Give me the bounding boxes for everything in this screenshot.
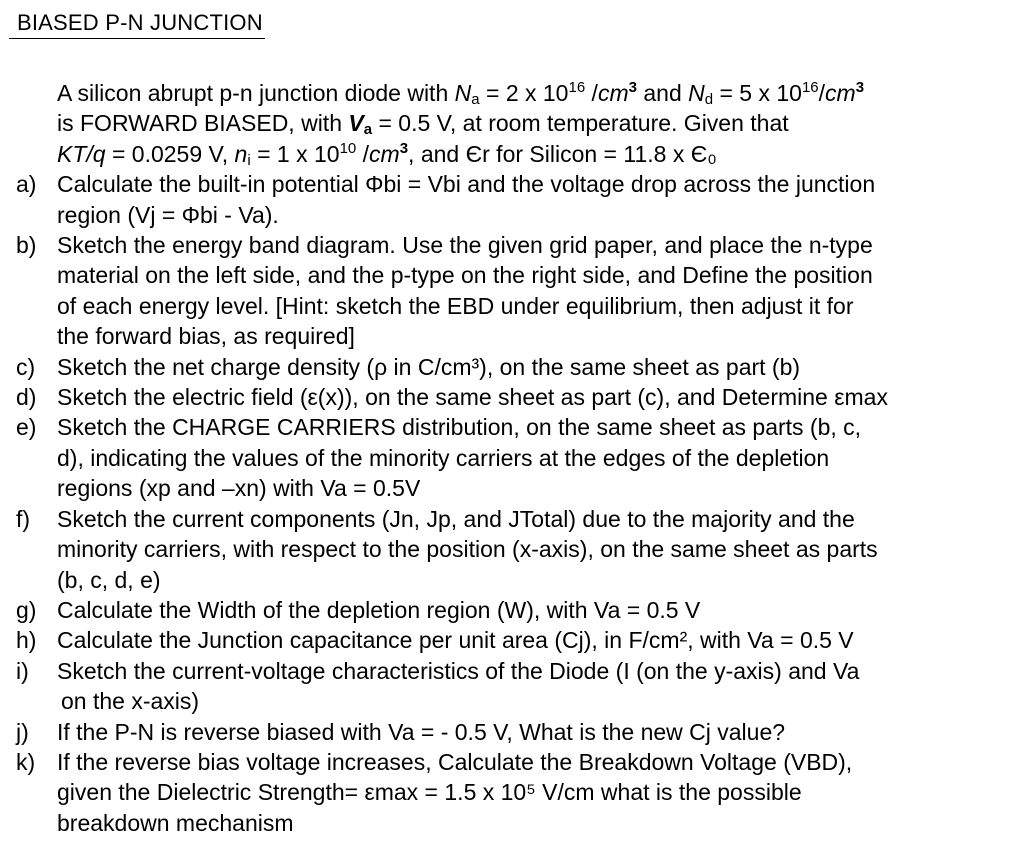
exponent: 3 (399, 139, 409, 157)
subscript: a (363, 121, 373, 139)
subscript: a (471, 91, 480, 108)
exponent: 16 (801, 79, 819, 96)
question-f (0, 504, 1024, 595)
item-line: Calculate the Width of the depletion region (W), with Va = 0.5 V (57, 596, 701, 623)
item-marker: b) (16, 232, 37, 259)
item-line: d), indicating the values of the minority carriers at the edges of the depletion (57, 444, 830, 471)
item-line: Calculate the Junction capacitance per unit area (Cj), in F/cm², with Va = 0.5 V (57, 627, 854, 654)
intrinsic-symbol: n (234, 140, 248, 167)
question-h (0, 625, 1024, 655)
exponent: 16 (568, 79, 586, 96)
thermal-voltage-symbol: KT/q (57, 140, 106, 167)
item-line: minority carriers, with respect to the position (x-axis), on the same sheet as parts (57, 536, 878, 563)
intro-text: / (356, 140, 370, 167)
item-marker: a) (16, 171, 37, 198)
problem-statement (0, 78, 1024, 838)
intro-line-2 (57, 108, 1017, 138)
subscript: i (247, 151, 251, 169)
intro-paragraph (57, 78, 1017, 169)
item-line: regions (xp and –xn) with Va = 0.5V (57, 475, 421, 502)
acceptor-symbol: N (454, 80, 472, 106)
intro-line-3 (57, 139, 1017, 169)
exponent: 10 (339, 139, 357, 157)
intro-text: = 0.0259 V, (105, 140, 235, 167)
intro-line-1 (57, 78, 1017, 108)
question-g (0, 595, 1024, 625)
unit: cm (597, 80, 629, 106)
item-line: region (Vj = Φbi - Va). (57, 201, 279, 228)
item-line: of each energy level. [Hint: sketch the EBD under equilibrium, then adjust it for (57, 292, 854, 319)
item-line: given the Dielectric Strength= εmax = 1.5 x 10⁵ V/cm what is the possible (57, 779, 802, 806)
donor-symbol: N (688, 80, 705, 106)
question-i (0, 656, 1024, 717)
exponent: 3 (628, 79, 637, 96)
item-line: Sketch the current-voltage characteristics of the Diode (I (on the y-axis) and Va (57, 657, 860, 684)
item-line: (b, c, d, e) (57, 566, 161, 593)
voltage-symbol: V (348, 110, 364, 137)
item-line: the forward bias, as required] (57, 323, 355, 350)
item-marker: e) (16, 414, 37, 441)
intro-text: , and Єr for Silicon = 11.8 x Є₀ (408, 140, 717, 167)
question-b (0, 230, 1024, 352)
question-c (0, 352, 1024, 382)
item-marker: d) (16, 384, 37, 411)
item-marker: i) (16, 657, 29, 684)
item-line: on the x-axis) (61, 688, 200, 715)
intro-text: is FORWARD BIASED, with (57, 110, 349, 137)
subscript: d (704, 91, 714, 108)
item-marker: j) (16, 718, 29, 745)
item-marker: c) (16, 353, 36, 380)
item-marker: f) (16, 505, 31, 532)
intro-text: A silicon abrupt p-n junction diode with (57, 80, 455, 106)
item-line: Sketch the electric field (ε(x)), on the same sheet as part (c), and Determine εmax (57, 384, 888, 411)
intro-text: / (818, 80, 826, 106)
item-line: If the P-N is reverse biased with Va = - 0.5 V, What is the new Cj value? (57, 718, 786, 745)
unit: cm (369, 140, 400, 167)
question-a (0, 169, 1024, 230)
item-marker: g) (16, 596, 37, 623)
intro-text: = 2 x 10 (479, 80, 569, 106)
item-line: material on the left side, and the p-type on the right side, and Define the position (57, 262, 873, 289)
item-marker: k) (16, 748, 36, 775)
item-line: Sketch the energy band diagram. Use the given grid paper, and place the n-type (57, 232, 873, 259)
item-line: Sketch the CHARGE CARRIERS distribution, on the same sheet as parts (b, c, (57, 414, 862, 441)
unit: cm (825, 80, 856, 106)
intro-text: and (636, 80, 689, 106)
intro-text: = 0.5 V, at room temperature. Given that (372, 110, 789, 137)
question-e (0, 412, 1024, 503)
question-k (0, 747, 1024, 838)
question-j (0, 717, 1024, 747)
intro-text: = 5 x 10 (713, 80, 802, 106)
item-line: If the reverse bias voltage increases, Calculate the Breakdown Voltage (VBD), (57, 748, 853, 775)
item-line: Sketch the current components (Jn, Jp, and JTotal) due to the majority and the (57, 505, 855, 532)
question-d (0, 382, 1024, 412)
item-marker: h) (16, 627, 37, 654)
intro-text: / (585, 80, 598, 106)
item-line: breakdown mechanism (57, 809, 294, 836)
exponent: 3 (855, 79, 865, 96)
item-line: Sketch the net charge density (ρ in C/cm³), on the same sheet as part (b) (57, 353, 801, 380)
item-line: Calculate the built-in potential Φbi = Vbi and the voltage drop across the junction (57, 171, 876, 198)
intro-text: = 1 x 10 (250, 140, 340, 167)
page-title: BIASED P-N JUNCTION (9, 8, 265, 39)
